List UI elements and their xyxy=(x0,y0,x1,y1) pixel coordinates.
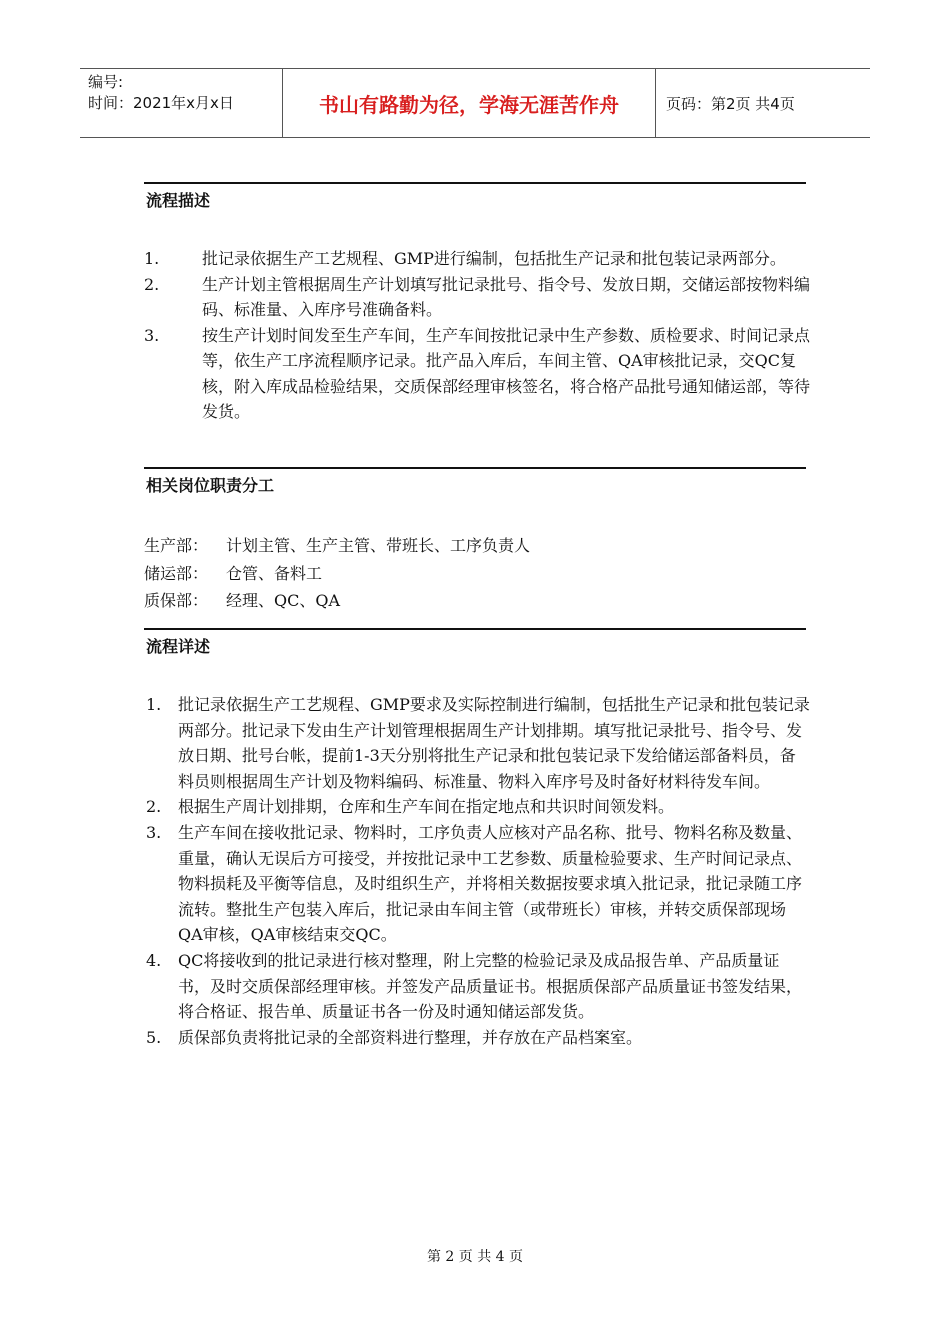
item-text: 质保部负责将批记录的全部资料进行整理，并存放在产品档案室。 xyxy=(178,1027,643,1047)
header-page-label: 页码：第2页 共4页 xyxy=(666,94,795,113)
list-item xyxy=(144,323,810,425)
process-description-list xyxy=(144,246,810,425)
process-details-list xyxy=(146,692,810,1050)
list-item xyxy=(146,692,810,794)
list-item xyxy=(146,820,810,948)
item-number: 2. xyxy=(144,274,160,294)
list-item xyxy=(144,246,810,272)
section-divider xyxy=(144,467,806,469)
section-divider xyxy=(144,628,806,630)
item-number: 5. xyxy=(146,1027,162,1047)
section-title-process-description: 流程描述 xyxy=(146,191,211,210)
item-text: 批记录依据生产工艺规程、GMP要求及实际控制进行编制，包括批生产记录和批包装记录两部分。批记录下发由生产计划管理根据周生产计划排期。填写批记录批号、指令号、发放日期、批号台帐，提前1-3天分别将批生产记录和批包装记录下发给储运部备料员，备料员则根据周生产计划及物料编码、标准量、物料入库序号及时备好材料待发车间。 xyxy=(178,695,810,791)
item-number: 3. xyxy=(146,822,162,842)
item-number: 4. xyxy=(146,950,162,970)
role-row xyxy=(144,560,530,588)
dept-label: 生产部： xyxy=(144,536,209,555)
item-text: 按生产计划时间发至生产车间，生产车间按批记录中生产参数、质检要求、时间记录点等，依生产工序流程顺序记录。批产品入库后，车间主管、QA审核批记录，交QC复核，附入库成品检验结果，交质保部经理审核签名，将合格产品批号通知储运部，等待发货。 xyxy=(202,325,811,421)
list-item xyxy=(144,272,810,323)
item-text: 根据生产周计划排期，仓库和生产车间在指定地点和共识时间领发料。 xyxy=(178,797,675,817)
dept-label: 质保部： xyxy=(144,591,209,610)
item-text: 生产计划主管根据周生产计划填写批记录批号、指令号、发放日期，交储运部按物料编码、标准量、入库序号准确备料。 xyxy=(202,274,811,319)
role-row xyxy=(144,532,530,560)
number-label: 编号: xyxy=(88,73,124,91)
dept-duty: 经理、QC、QA xyxy=(226,591,341,610)
header-meta xyxy=(80,69,283,137)
list-item xyxy=(146,794,810,820)
list-item xyxy=(146,1025,810,1051)
item-text: 批记录依据生产工艺规程、GMP进行编制，包括批生产记录和批包装记录两部分。 xyxy=(202,249,786,268)
item-number: 3. xyxy=(144,325,160,345)
item-number: 1. xyxy=(146,695,162,714)
item-text: 生产车间在接收批记录、物料时，工序负责人应核对产品名称、批号、物料名称及数量、重量，确认无误后方可接受，并按批记录中工艺参数、质量检验要求、生产时间记录点、物料损耗及平衡等信息，及时组织生产，并将相关数据按要求填入批记录，批记录随工序流转。整批生产包装入库后，批记录由车间主管（或带班长）审核，并转交质保部现场QA审核，QA审核结束交QC。 xyxy=(178,822,803,945)
dept-duty: 计划主管、生产主管、带班长、工序负责人 xyxy=(226,536,531,555)
item-text: QC将接收到的批记录进行核对整理，附上完整的检验记录及成品报告单、产品质量证书，及时交质保部经理审核。并签发产品质量证书。根据质保部产品质量证书签发结果，将合格证、报告单、质量证书各一份及时通知储运部发货。 xyxy=(178,950,803,1022)
role-row xyxy=(144,587,530,615)
dept-duty: 仓管、备料工 xyxy=(226,563,323,583)
item-number: 2. xyxy=(146,797,162,817)
list-item xyxy=(146,948,810,1025)
responsibilities-list xyxy=(144,532,530,615)
section-title-responsibilities: 相关岗位职责分工 xyxy=(146,476,275,495)
time-label: 时间：2021年x月x日 xyxy=(88,94,234,112)
dept-label: 储运部： xyxy=(144,563,209,583)
page-header xyxy=(80,68,870,138)
item-number: 1. xyxy=(144,249,160,268)
header-motto: 书山有路勤为径，学海无涯苦作舟 xyxy=(283,69,656,137)
page-footer: 第 2 页 共 4 页 xyxy=(426,1249,524,1265)
section-divider xyxy=(144,182,806,184)
section-title-process-details: 流程详述 xyxy=(146,637,211,656)
